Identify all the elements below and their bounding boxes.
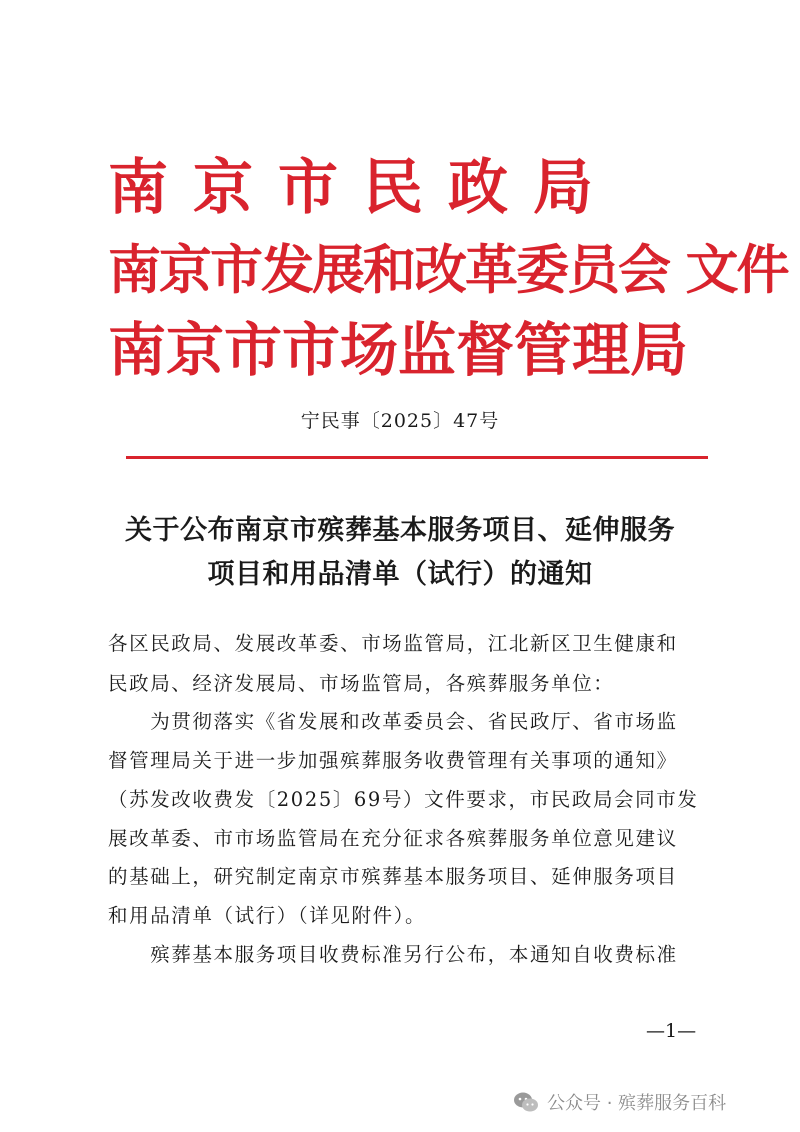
red-separator-line (126, 456, 708, 459)
body-line-5: （苏发改收费发〔2025〕69号）文件要求，市民政局会同市发 (108, 788, 699, 811)
body-line-3: 为贯彻落实《省发展和改革委员会、省民政厅、省市场监 (108, 710, 678, 733)
body-line-4: 督管理局关于进一步加强殡葬服务收费管理有关事项的通知》 (108, 749, 678, 772)
page-number: —1— (646, 1020, 697, 1042)
body-line-9: 殡葬基本服务项目收费标准另行公布，本通知自收费标准 (108, 943, 678, 966)
wechat-icon (513, 1091, 539, 1113)
notice-title-line-1: 关于公布南京市殡葬基本服务项目、延伸服务 (125, 515, 675, 546)
issuer-market-regulation: 南京市市场监督管理局 (108, 316, 689, 384)
body-line-6: 展改革委、市市场监管局在充分征求各殡葬服务单位意见建议 (108, 827, 678, 850)
body-line-2: 民政局、经济发展局、市场监管局，各殡葬服务单位： (108, 672, 615, 695)
watermark-text: 公众号 · 殡葬服务百科 (547, 1093, 727, 1114)
notice-title-line-2: 项目和用品清单（试行）的通知 (207, 559, 593, 590)
issuer-civil-affairs: 南京市民政局 (108, 153, 618, 223)
watermark (513, 1088, 726, 1116)
body-line-7: 的基础上，研究制定南京市殡葬基本服务项目、延伸服务项目 (108, 865, 678, 888)
body-line-8: 和用品清单（试行）（详见附件）。 (108, 904, 427, 927)
issuer-development-reform: 南京市发展和改革委员会 文件 (108, 239, 788, 301)
document-number: 宁民事〔2025〕47号 (300, 410, 500, 432)
body-line-1: 各区民政局、发展改革委、市场监管局，江北新区卫生健康和 (108, 632, 678, 655)
